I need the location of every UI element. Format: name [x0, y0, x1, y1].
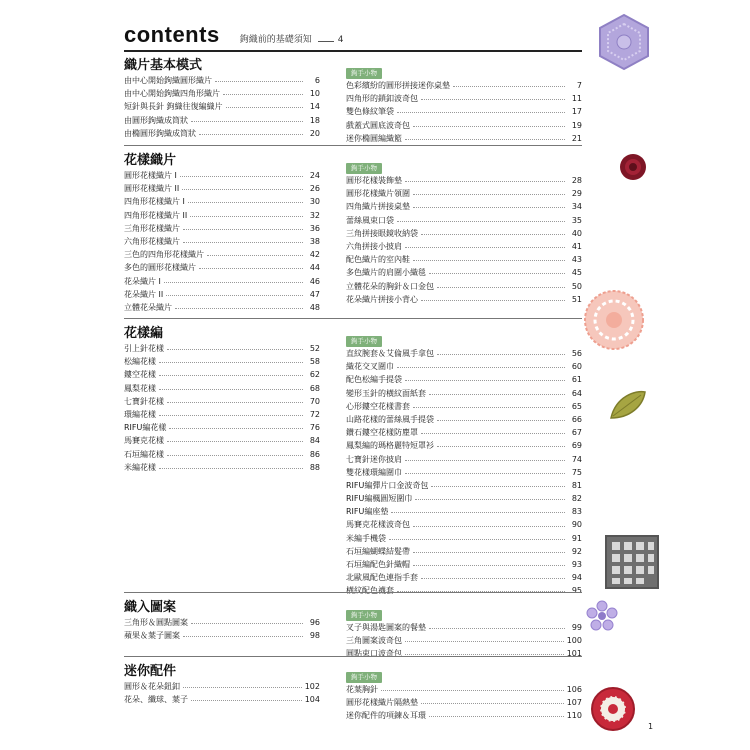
toc-entry[interactable]: 四角形花樣織片 I 30: [124, 197, 320, 207]
toc-entry[interactable]: 圓形花樣織片領圍 29: [346, 189, 582, 199]
green-leaf-motif-icon: [608, 388, 648, 422]
toc-entry[interactable]: 由中心開始鉤織圓形織片 6: [124, 76, 320, 85]
toc-entry[interactable]: RIFU編彈片口金波奇包 81: [346, 480, 582, 490]
toc-entry[interactable]: 三角形＆圓點圖案 96: [124, 618, 320, 627]
toc-entry[interactable]: 七寶針迷你披肩 74: [346, 454, 582, 464]
basics-subtitle: 鉤織前的基礎須知: [239, 35, 312, 45]
peach-lace-doily-icon: [582, 288, 646, 352]
toc-entry[interactable]: 三色的四角形花樣織片 42: [124, 250, 320, 260]
project-tag: 鉤手小物: [346, 68, 382, 79]
toc-entry[interactable]: 松編花樣 58: [124, 357, 320, 367]
toc-entry[interactable]: 雙花樣環編圍巾 75: [346, 467, 582, 477]
toc-entry[interactable]: 多色的圓形花樣織片 44: [124, 263, 320, 273]
section-mini-left: [124, 662, 320, 706]
red-white-round-motif-icon: [590, 686, 636, 732]
toc-entry[interactable]: 花朵織片 II 47: [124, 289, 320, 299]
toc-entry[interactable]: 四角織片拼接桌墊 34: [346, 202, 582, 212]
toc-entry[interactable]: 鑽石鏤空花樣防塵罩 67: [346, 428, 582, 438]
section-intarsia-left: [124, 598, 320, 642]
toc-entry[interactable]: 花朵織片拼接小背心 51: [346, 294, 582, 304]
toc-entry[interactable]: 六角拼接小披肩 41: [346, 241, 582, 251]
section-basic-left: [124, 56, 320, 140]
toc-entry[interactable]: 圓形花樣織片 I 24: [124, 171, 320, 180]
section-pattern-right: [346, 328, 582, 598]
toc-entry[interactable]: 四角形的鎖釦波奇包 11: [346, 94, 582, 104]
subtitle-dash: [318, 41, 334, 42]
toc-entry[interactable]: 圓形花樣織片隔熱墊 107: [346, 698, 582, 708]
toc-entry[interactable]: 石垣編蝴蝶結髮帶 92: [346, 546, 582, 556]
toc-entry[interactable]: 圓形花樣裝飾墊 28: [346, 176, 582, 185]
toc-entry[interactable]: 迷你橢圓編織籃 21: [346, 133, 582, 143]
section-title: 織片基本模式: [124, 58, 203, 73]
toc-entry[interactable]: 配色松編手提袋 61: [346, 375, 582, 385]
project-tag: 鉤手小物: [346, 672, 382, 683]
toc-entry[interactable]: 織花交叉圍巾 60: [346, 362, 582, 372]
project-tag: 鉤手小物: [346, 163, 382, 174]
toc-entry[interactable]: 六角形花樣織片 38: [124, 236, 320, 246]
red-rose-motif-icon: [618, 152, 648, 182]
toc-entry[interactable]: 戲蓋式圓底波奇包 19: [346, 120, 582, 130]
toc-entry[interactable]: RIFU編花樣 76: [124, 423, 320, 433]
toc-entry[interactable]: 圓點束口波奇包 101: [346, 649, 582, 659]
toc-entry[interactable]: 直紋腕套＆艾倫風手拿包 56: [346, 349, 582, 358]
toc-entry[interactable]: 由中心開始鉤織四角形織片 10: [124, 89, 320, 99]
toc-entry[interactable]: 鳳梨編的瑪格麗特短罩衫 69: [346, 441, 582, 451]
toc-entry[interactable]: 鏤空花樣 62: [124, 370, 320, 380]
toc-entry[interactable]: 米編花樣 88: [124, 462, 320, 472]
header-rule: [124, 50, 582, 52]
toc-entry[interactable]: 叉子與湯匙圖案的餐墊 99: [346, 623, 582, 632]
toc-entry[interactable]: 由圓形鉤織成筒狀 18: [124, 115, 320, 125]
toc-entry[interactable]: 由橢圓形鉤織成筒狀 20: [124, 128, 320, 138]
toc-entry[interactable]: 變形玉針的橫紋面紙套 64: [346, 388, 582, 398]
toc-entry[interactable]: 米編手機袋 91: [346, 533, 582, 543]
toc-entry[interactable]: 圓形＆花朵鈕釦 102: [124, 682, 320, 691]
section-title: 迷你配件: [124, 664, 177, 679]
toc-entry[interactable]: 蘋果＆葉子圖案 98: [124, 631, 320, 641]
toc-entry[interactable]: 山路花樣的蕾絲風手提袋 66: [346, 414, 582, 424]
toc-entry[interactable]: 北歐風配色連指手套 94: [346, 573, 582, 583]
section-mini-right: [346, 664, 582, 723]
toc-entry[interactable]: 心形鏤空花樣書套 65: [346, 401, 582, 411]
basics-page-number: 4: [337, 35, 344, 45]
page-number: 1: [648, 722, 654, 731]
toc-entry[interactable]: 三角拼接眼鏡收納袋 40: [346, 228, 582, 238]
section-motif-right: [346, 155, 582, 306]
section-pattern-left: [124, 324, 320, 474]
toc-entry[interactable]: 迷你配件的項鍊＆耳環 110: [346, 711, 582, 721]
toc-entry[interactable]: 馬賽克花樣 84: [124, 436, 320, 446]
toc-entry[interactable]: 蕾絲風束口袋 35: [346, 215, 582, 225]
section-intarsia-right: [346, 602, 582, 661]
toc-entry[interactable]: 橫紋配色襪套 95: [346, 586, 582, 596]
purple-hexagon-motif-icon: [594, 12, 654, 72]
toc-entry[interactable]: 立體花朵織片 48: [124, 302, 320, 312]
toc-entry[interactable]: 鳳梨花樣 68: [124, 383, 320, 393]
lavender-flower-motif-icon: [586, 600, 618, 632]
toc-entry[interactable]: 馬賽克花樣波奇包 90: [346, 520, 582, 530]
section-basic-right: [346, 60, 582, 145]
section-title: 花樣織片: [124, 153, 177, 168]
toc-entry[interactable]: 四角形花樣織片 II 32: [124, 210, 320, 220]
toc-entry[interactable]: 三角圖案波奇包 100: [346, 636, 582, 646]
toc-entry[interactable]: 色彩繽紛的圓形拼接迷你桌墊 7: [346, 81, 582, 90]
section-title: 織入圖案: [124, 600, 177, 615]
toc-entry[interactable]: 圓形花樣織片 II 26: [124, 184, 320, 194]
section-divider: [124, 318, 582, 319]
toc-entry[interactable]: 引上針花樣 52: [124, 344, 320, 353]
toc-entry[interactable]: 配色織片的室內鞋 43: [346, 255, 582, 265]
toc-entry[interactable]: 石垣編花樣 86: [124, 449, 320, 459]
project-tag: 鉤手小物: [346, 610, 382, 621]
contents-header: [124, 22, 343, 48]
section-title: 花樣編: [124, 326, 164, 341]
toc-entry[interactable]: 立體花朵的胸針＆口金包 50: [346, 281, 582, 291]
toc-entry[interactable]: 石垣編配色針織帽 93: [346, 560, 582, 569]
gray-square-motif-icon: [604, 534, 660, 590]
toc-entry[interactable]: 七寶針花樣 70: [124, 396, 320, 406]
toc-entry[interactable]: 花葉胸針 106: [346, 685, 582, 694]
toc-entry[interactable]: 多色織片的肩圍小織毯 45: [346, 268, 582, 278]
toc-entry[interactable]: 短針與長針 鉤織往復編織片 14: [124, 102, 320, 112]
toc-entry[interactable]: RIFU編楓圓短圍巾 82: [346, 494, 582, 504]
toc-entry[interactable]: 三角形花樣織片 36: [124, 223, 320, 233]
section-divider: [124, 592, 582, 593]
toc-entry[interactable]: 環編花樣 72: [124, 409, 320, 419]
toc-entry[interactable]: 雙色條紋筆袋 17: [346, 107, 582, 117]
section-divider: [124, 656, 582, 657]
toc-entry[interactable]: RIFU編座墊 83: [346, 507, 582, 517]
toc-entry[interactable]: 花朵織片 I 46: [124, 276, 320, 286]
section-motif-left: [124, 151, 320, 314]
project-tag: 鉤手小物: [346, 336, 382, 347]
section-divider: [124, 145, 582, 146]
page-title: contents: [124, 22, 220, 47]
toc-entry[interactable]: 花朵、纖球、葉子 104: [124, 695, 320, 705]
